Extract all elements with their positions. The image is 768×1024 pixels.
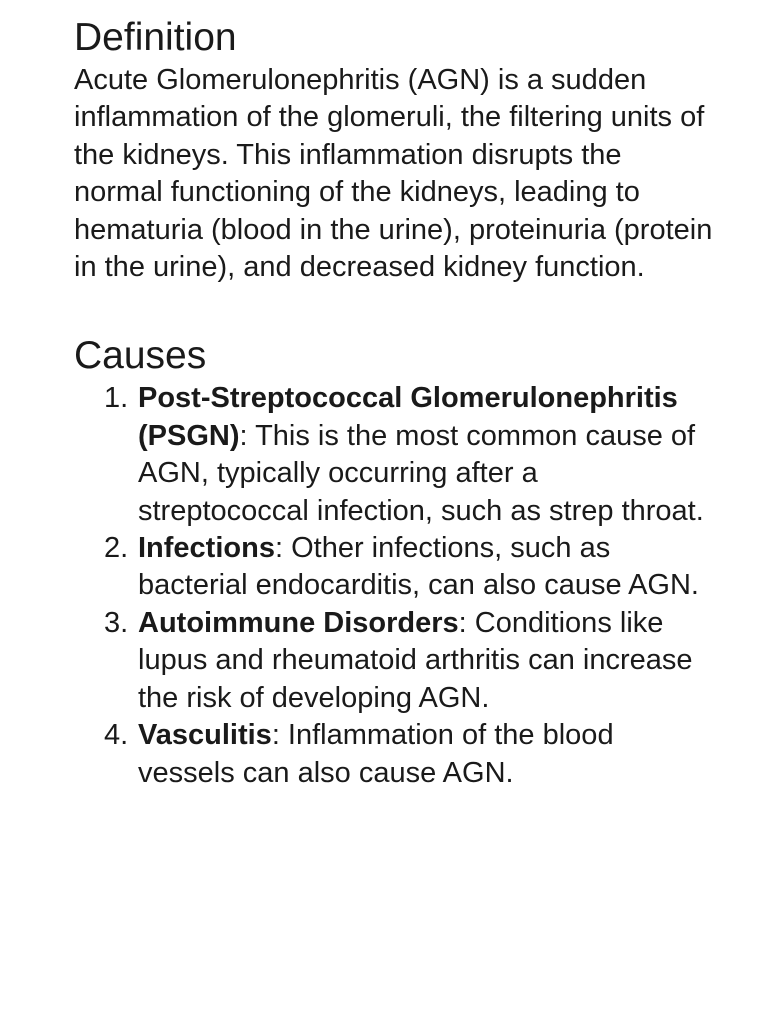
cause-term: Post-Streptococcal Glomerulonephritis (PSGN) <box>138 382 678 452</box>
cause-number: 4. <box>104 719 129 752</box>
causes-heading: Causes <box>74 334 207 378</box>
cause-term: Autoimmune Disorders <box>138 606 459 639</box>
cause-description: : Other infections, such as bacterial endocarditis, can also cause AGN. <box>138 532 699 602</box>
cause-item <box>74 605 714 717</box>
causes-list <box>74 380 714 791</box>
definition-text: Acute Glomerulonephritis (AGN) is a sudden inflammation of the glomeruli, the filtering units of the kidneys. This inflammation disrupts the normal functioning of the kidneys, leading to hematuria (blood in the urine), proteinuria (protein in the urine), and decreased kidney function. <box>74 64 713 284</box>
cause-item <box>74 380 714 530</box>
cause-item <box>74 717 714 792</box>
cause-number: 1. <box>104 382 129 415</box>
definition-heading: Definition <box>74 16 237 59</box>
cause-description: : Conditions like lupus and rheumatoid arthritis can increase the risk of developing AGN. <box>138 606 693 714</box>
cause-term: Infections <box>138 532 275 565</box>
causes-section <box>74 332 714 791</box>
definition-section <box>74 14 714 286</box>
document-content <box>74 14 714 792</box>
cause-number: 3. <box>104 606 129 639</box>
cause-description: : Inflammation of the blood vessels can also cause AGN. <box>138 719 614 789</box>
cause-number: 2. <box>104 532 129 565</box>
cause-description: : This is the most common cause of AGN, typically occurring after a streptococcal infection, such as strep throat. <box>138 419 704 527</box>
cause-item <box>74 530 714 605</box>
cause-term: Vasculitis <box>138 719 272 752</box>
section-spacer <box>74 286 714 332</box>
